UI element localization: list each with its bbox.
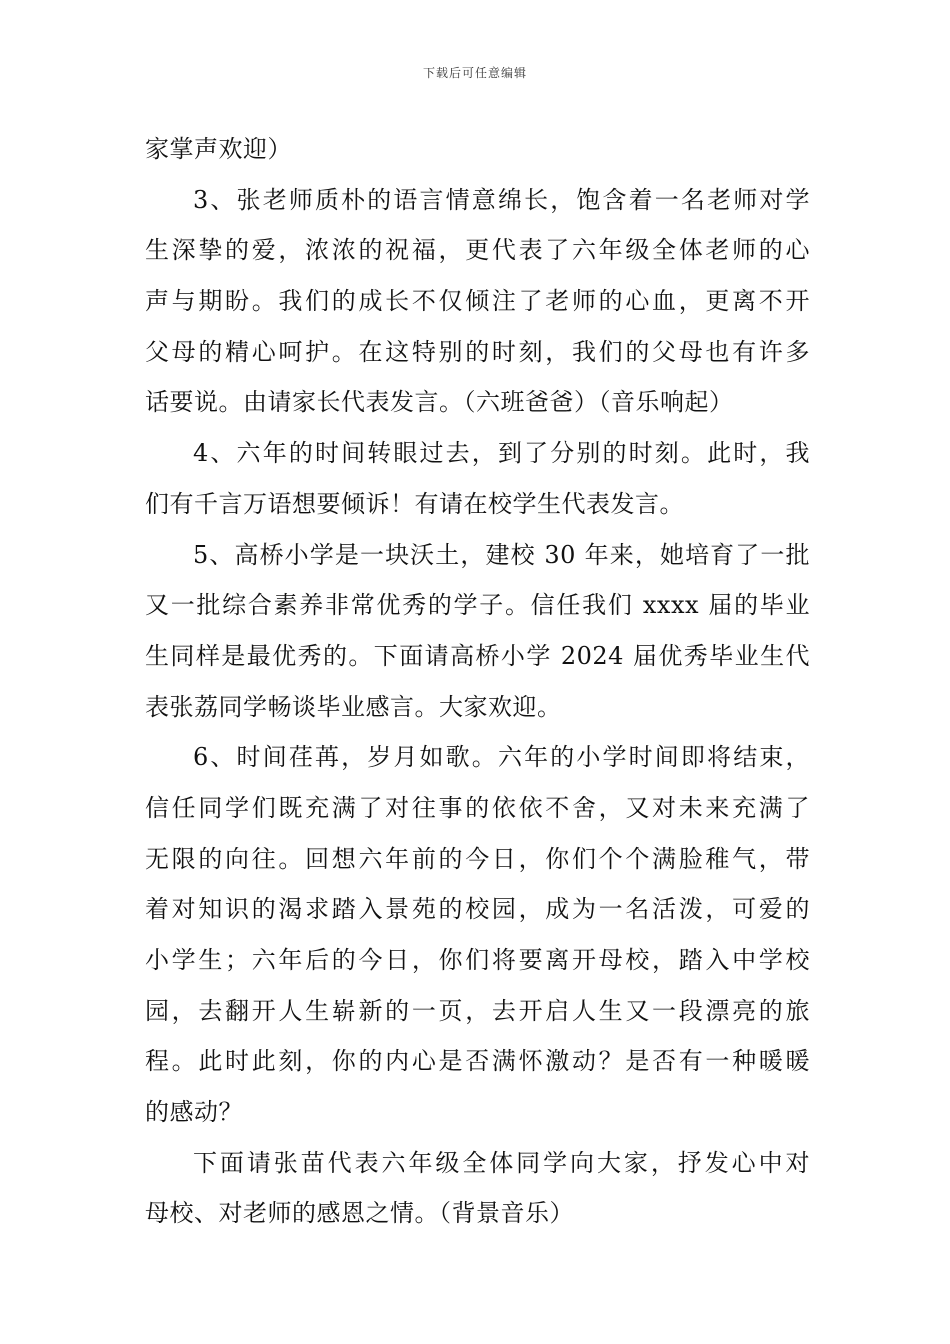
document-body bbox=[145, 124, 810, 1239]
text-line: 表张荔同学畅谈毕业感言。大家欢迎。 bbox=[145, 692, 562, 721]
text-line: 话要说。由请家长代表发言。（六班爸爸）（音乐响起） bbox=[145, 388, 734, 417]
text-line: 下面请张苗代表六年级全体同学向大家，抒发心中对 bbox=[193, 1148, 810, 1177]
text-line: 6、时间荏苒，岁月如歌。六年的小学时间即将结束， bbox=[193, 743, 810, 772]
text-line: 着对知识的渴求踏入景苑的校园，成为一名活泼，可爱的 bbox=[145, 895, 810, 924]
text-line: 生深挚的爱，浓浓的祝福，更代表了六年级全体老师的心 bbox=[145, 236, 810, 265]
page-header-note: 下载后可任意编辑 bbox=[422, 66, 527, 80]
text-line: 又一批综合素养非常优秀的学子。信任我们 xxxx 届的毕业 bbox=[145, 591, 810, 620]
text-line: 园，去翻开人生崭新的一页，去开启人生又一段漂亮的旅 bbox=[145, 996, 810, 1025]
text-line: 的感动？ bbox=[145, 1098, 243, 1127]
text-line: 生同样是最优秀的。下面请高桥小学 2024 届优秀毕业生代 bbox=[145, 641, 810, 670]
text-line: 声与期盼。我们的成长不仅倾注了老师的心血，更离不开 bbox=[145, 287, 810, 316]
text-line: 父母的精心呵护。在这特别的时刻，我们的父母也有许多 bbox=[145, 337, 810, 366]
text-line: 程。此时此刻，你的内心是否满怀激动？是否有一种暖暖 bbox=[145, 1047, 810, 1076]
text-line: 信任同学们既充满了对往事的依依不舍，又对未来充满了 bbox=[145, 793, 810, 822]
text-line: 无限的向往。回想六年前的今日，你们个个满脸稚气，带 bbox=[145, 844, 810, 873]
text-line: 小学生；六年后的今日，你们将要离开母校，踏入中学校 bbox=[145, 946, 810, 974]
text-line: 母校、对老师的感恩之情。（背景音乐） bbox=[145, 1199, 574, 1228]
text-line: 5、高桥小学是一块沃土，建校 30 年来，她培育了一批 bbox=[193, 540, 810, 569]
text-line: 们有千言万语想要倾诉！有请在校学生代表发言。 bbox=[145, 489, 684, 518]
text-line: 家掌声欢迎） bbox=[145, 135, 292, 163]
text-line: 3、张老师质朴的语言情意绵长，饱含着一名老师对学 bbox=[193, 185, 810, 214]
text-line: 4、六年的时间转眼过去，到了分别的时刻。此时，我 bbox=[193, 439, 810, 468]
